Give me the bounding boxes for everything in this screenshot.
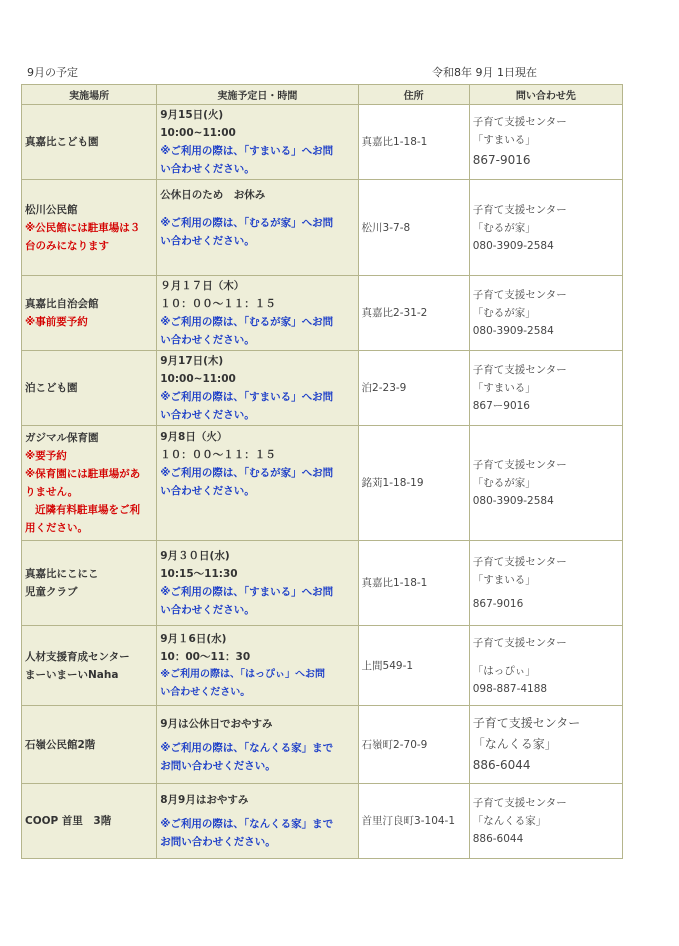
address-cell: 真嘉比1-18-1 [359,541,469,625]
contact-cell [470,276,622,350]
event-date: 9月17日(木) [160,355,224,367]
place-name: 真嘉比にこにこ [25,568,99,580]
contact-phone: 867-9016 [472,598,524,610]
table-row [22,276,622,350]
address-cell: 銘苅1-18-19 [359,426,469,540]
datetime-cell [157,351,357,425]
header-address: 住所 [359,85,469,104]
event-date: 9月8日（火） [160,431,228,443]
place-cell [22,180,156,275]
inquiry-note: い合わせください。 [160,686,251,698]
contact-cell [470,626,622,705]
header-contact: 問い合わせ先 [470,85,622,104]
place-name: 真嘉比こども園 [25,136,99,148]
inquiry-note: い合わせください。 [160,485,255,497]
inquiry-note: ※ご利用の際は、「むるが家」へお問 [160,316,334,328]
place-cell [22,276,156,350]
contact-center: 「むるが家」 [472,477,536,489]
inquiry-note: ※ご利用の際は、「すまいる」へお問 [160,391,334,403]
contact-phone: 867ー9016 [472,400,530,412]
inquiry-note: ※ご利用の際は、「なんくる家」まで [160,741,334,754]
contact-org: 子育て支援センター [472,556,567,568]
contact-center: 「すまいる」 [472,134,536,146]
place-cell [22,626,156,705]
place-name: COOP 首里 3階 [25,815,112,827]
as-of-date: 令和8年 9月 1日現在 [432,66,537,79]
event-date: ９月１７日（木） [160,280,245,292]
contact-phone: 080-3909-2584 [472,495,554,507]
contact-center: 「むるが家」 [472,221,536,234]
contact-cell [470,706,622,783]
inquiry-note: い合わせください。 [160,409,255,421]
contact-center: 「はっぴぃ」 [472,664,536,677]
contact-org: 子育て支援センター [472,364,567,376]
schedule-table [21,84,623,859]
contact-phone: 886-6044 [472,833,524,845]
inquiry-note: ※ご利用の際は、「むるが家」へお問 [160,467,334,479]
contact-cell [470,351,622,425]
table-row [22,426,622,540]
contact-center: 「むるが家」 [472,307,536,319]
place-name: ガジマル保育園 [25,432,99,444]
place-cell [22,541,156,625]
table-row [22,541,622,625]
place-note: 近隣有料駐車場をご利 [35,504,140,516]
address-cell: 松川3-7-8 [359,180,469,275]
place-name: 児童クラブ [25,586,78,598]
table-row [22,351,622,425]
datetime-cell [157,276,357,350]
datetime-cell [157,105,357,179]
inquiry-note: お問い合わせください。 [160,836,276,848]
event-time: １０：００～１１：１５ [160,449,276,461]
inquiry-note: お問い合わせください。 [160,759,276,772]
event-time: 10:00~11:00 [160,127,236,139]
event-date: 9月３０日(水) [160,550,230,562]
table-row [22,706,622,783]
contact-cell [470,426,622,540]
place-name: 真嘉比自治会館 [25,298,99,310]
event-date: 9月は公休日でおやすみ [160,717,273,730]
place-note: りません。 [25,486,79,498]
place-note: 台のみになります [25,239,109,252]
address-cell: 泊2-23-9 [359,351,469,425]
address-cell: 真嘉比2-31-2 [359,276,469,350]
contact-org: 子育て支援センター [472,459,567,471]
event-date: 8月9月はおやすみ [160,794,249,806]
event-date: 公休日のため お休み [160,189,266,201]
header-row [22,85,622,104]
address-cell: 石嶺町2-70-9 [359,706,469,783]
datetime-cell [157,541,357,625]
inquiry-note: い合わせください。 [160,163,255,175]
event-time: 10:00~11:00 [160,373,236,385]
address-cell: 上間549-1 [359,626,469,705]
contact-org: 子育て支援センター [472,716,581,730]
place-note: ※公民館には駐車場は３ [25,221,141,234]
place-note: 用ください。 [25,522,88,534]
place-name: 人材支援育成センター [25,650,130,663]
event-time: 10:15～11:30 [160,568,238,580]
schedule-caption [27,64,537,80]
place-note: ※事前要予約 [25,316,88,328]
inquiry-note: い合わせください。 [160,334,255,346]
table-row [22,784,622,858]
event-time: 10：00～11：30 [160,650,251,663]
contact-org: 子育て支援センター [472,289,567,301]
contact-org: 子育て支援センター [472,203,567,216]
place-cell [22,784,156,858]
place-cell [22,706,156,783]
place-name: 石嶺公民館2階 [25,738,96,751]
contact-center: 「すまいる」 [472,574,536,586]
contact-org: 子育て支援センター [472,797,567,809]
address-cell: 首里汀良町3-104-1 [359,784,469,858]
event-date: 9月１6日(水) [160,632,227,645]
inquiry-note: ※ご利用の際は、「はっぴぃ」へお問 [160,668,325,680]
place-name: 泊こども園 [25,382,78,394]
contact-phone: 886-6044 [472,758,531,772]
place-cell [22,105,156,179]
datetime-cell [157,180,357,275]
address-cell: 真嘉比1-18-1 [359,105,469,179]
contact-cell [470,105,622,179]
header-place: 実施場所 [22,85,156,104]
contact-center: 「なんくる家」 [472,737,557,751]
datetime-cell [157,784,357,858]
month-label: 9月の予定 [27,66,78,79]
place-note: ※要予約 [25,450,67,462]
inquiry-note: ※ご利用の際は、「むるが家」へお問 [160,217,334,229]
contact-phone: 098-887-4188 [472,682,548,695]
contact-org: 子育て支援センター [472,116,567,128]
inquiry-note: ※ご利用の際は、「すまいる」へお問 [160,145,334,157]
contact-phone: 867-9016 [472,153,531,167]
event-date: 9月15日(火) [160,109,224,121]
contact-phone: 080-3909-2584 [472,325,554,337]
place-cell [22,426,156,540]
datetime-cell [157,706,357,783]
contact-center: 「なんくる家」 [472,815,547,827]
header-datetime: 実施予定日・時間 [157,85,357,104]
contact-center: 「すまいる」 [472,382,536,394]
inquiry-note: ※ご利用の際は、「すまいる」へお問 [160,586,334,598]
table-row [22,626,622,705]
contact-cell [470,541,622,625]
table-row [22,105,622,179]
place-name: 松川公民館 [25,203,78,216]
contact-org: 子育て支援センター [472,636,567,649]
contact-cell [470,784,622,858]
place-name: まーいまーいNaha [25,668,119,681]
inquiry-note: い合わせください。 [160,235,255,247]
place-cell [22,351,156,425]
table-row [22,180,622,275]
datetime-cell [157,626,357,705]
contact-phone: 080-3909-2584 [472,239,554,252]
inquiry-note: い合わせください。 [160,604,255,616]
event-time: １０：００～１１：１５ [160,298,276,310]
datetime-cell [157,426,357,540]
inquiry-note: ※ご利用の際は、「なんくる家」まで [160,818,334,830]
contact-cell [470,180,622,275]
place-note: ※保育園には駐車場があ [25,468,141,480]
